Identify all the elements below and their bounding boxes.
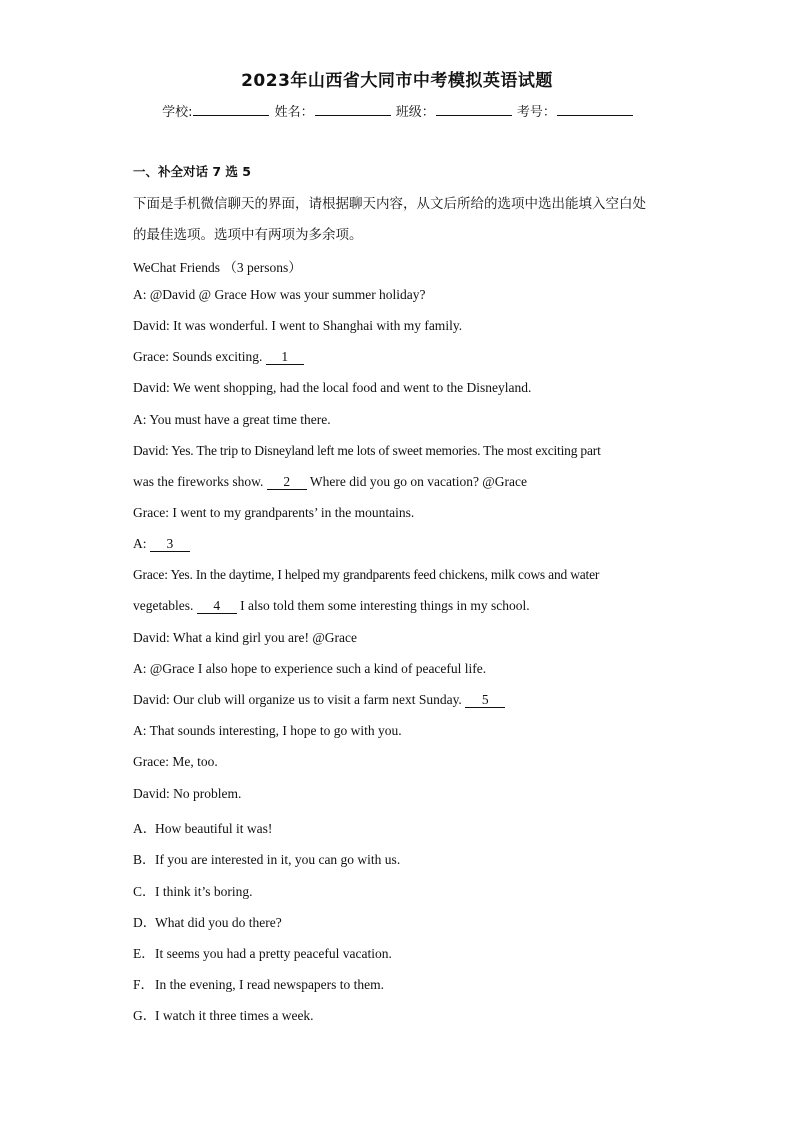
option-letter: C． [133, 884, 156, 899]
dialogue-text: A: [133, 536, 150, 551]
dialogue-text: I also told them some interesting things in my school. [236, 598, 530, 613]
answer-blank-2[interactable]: 2 [267, 475, 307, 490]
answer-blank-3[interactable]: 3 [150, 537, 190, 552]
answer-blank-1[interactable]: 1 [266, 350, 304, 365]
name-blank[interactable] [315, 103, 391, 116]
dialogue-line [133, 598, 530, 614]
dialogue-text: Where did you go on vacation? @Grace [306, 474, 527, 489]
dialogue-line: A: @David @ Grace How was your summer holiday? [133, 287, 426, 302]
dialogue-text: David: Our club will organize us to visit a farm next Sunday. [133, 692, 466, 707]
dialogue-line: A: That sounds interesting, I hope to go with you. [133, 723, 402, 738]
instruction-line-1: 下面是手机微信聊天的界面，请根据聊天内容，从文后所给的选项中选出能填入空白处 [133, 196, 646, 212]
dialogue-line [133, 474, 527, 490]
dialogue-text: Grace: Sounds exciting. [133, 349, 266, 364]
section-title: 一、补全对话 7 选 5 [133, 164, 251, 179]
answer-blank-5[interactable]: 5 [465, 693, 505, 708]
option-letter: F． [133, 977, 155, 992]
option-a[interactable] [133, 817, 272, 837]
dialogue-line: Grace: Me, too. [133, 754, 218, 769]
class-label: 班级： [395, 105, 435, 120]
name-label: 姓名： [274, 105, 314, 120]
school-blank[interactable] [193, 103, 269, 116]
option-letter: E． [133, 946, 155, 961]
option-text: It seems you had a pretty peaceful vacation. [155, 946, 392, 961]
dialogue-header: WeChat Friends （3 persons） [133, 260, 302, 275]
dialogue-line [133, 536, 190, 552]
option-f[interactable] [133, 973, 384, 993]
number-blank[interactable] [557, 103, 633, 116]
option-letter: D． [133, 915, 157, 930]
dialogue-line [133, 349, 304, 365]
option-text: In the evening, I read newspapers to them. [155, 977, 385, 992]
school-label: 学校: [162, 105, 193, 120]
option-e[interactable] [133, 942, 392, 962]
page-title: 2023年山西省大同市中考模拟英语试题 [241, 71, 553, 91]
option-d[interactable] [133, 911, 282, 931]
student-info-row [0, 101, 794, 120]
dialogue-line: David: It was wonderful. I went to Shanghai with my family. [133, 318, 463, 333]
option-b[interactable] [133, 848, 400, 868]
option-letter: A． [133, 821, 157, 836]
dialogue-line: David: We went shopping, had the local food and went to the Disneyland. [133, 380, 532, 395]
dialogue-line: A: You must have a great time there. [133, 412, 331, 427]
option-text: How beautiful it was! [155, 821, 273, 836]
option-text: If you are interested in it, you can go with us. [155, 852, 401, 867]
option-text: I watch it three times a week. [155, 1008, 314, 1023]
dialogue-line [133, 692, 505, 708]
option-g[interactable] [133, 1004, 314, 1024]
answer-blank-4[interactable]: 4 [197, 599, 237, 614]
option-letter: G． [133, 1008, 157, 1023]
option-text: What did you do there? [155, 915, 282, 930]
dialogue-line: A: @Grace I also hope to experience such a kind of peaceful life. [133, 661, 487, 676]
class-blank[interactable] [436, 103, 512, 116]
option-text: I think it’s boring. [155, 884, 253, 899]
dialogue-text: vegetables. [133, 598, 197, 613]
dialogue-line: Grace: I went to my grandparents’ in the mountains. [133, 505, 415, 520]
instruction-line-2: 的最佳选项。选项中有两项为多余项。 [133, 227, 363, 243]
option-letter: B． [133, 852, 156, 867]
dialogue-text: was the fireworks show. [133, 474, 267, 489]
dialogue-line: David: Yes. The trip to Disneyland left me lots of sweet memories. The most exciting part [133, 443, 601, 458]
dialogue-line: David: No problem. [133, 786, 242, 801]
dialogue-line: Grace: Yes. In the daytime, I helped my grandparents feed chickens, milk cows and water [133, 567, 600, 582]
option-c[interactable] [133, 880, 253, 900]
dialogue-line: David: What a kind girl you are! @Grace [133, 630, 357, 645]
number-label: 考号： [516, 105, 556, 120]
